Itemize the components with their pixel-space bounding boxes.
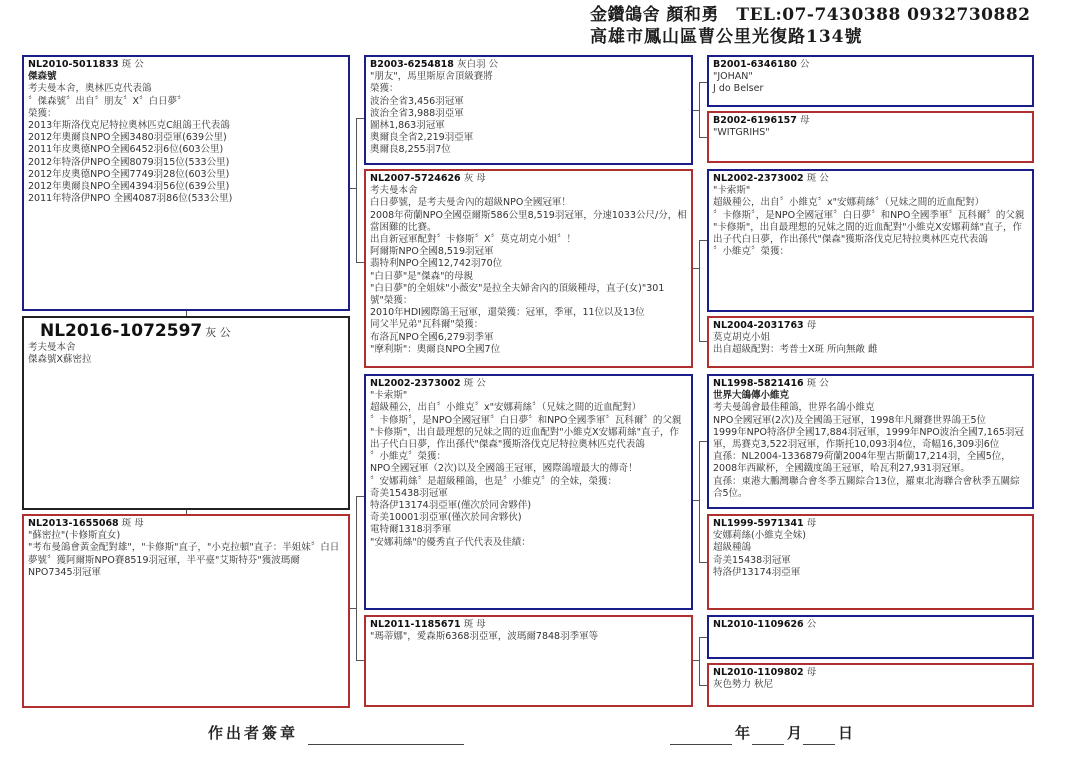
connector-line [699, 637, 707, 638]
signature-line[interactable] [308, 744, 464, 745]
note-line: 布洛瓦NPO全國6,279羽季軍 [370, 331, 494, 343]
ring-number: B2001-6346180 [713, 59, 797, 70]
great-grandparent-card [707, 514, 1034, 610]
note-line: 阿爾斯NPO全國8,519羽冠軍 [370, 246, 494, 258]
year-label: 年 [735, 724, 751, 742]
ring-number: NL1999-5971341 [713, 518, 804, 529]
great-grandparent-card [707, 374, 1034, 509]
connector-line [699, 82, 700, 138]
note-line: 波治全省3,456羽冠軍 [370, 95, 464, 107]
note-line: 〞小維克〞榮獲： [370, 451, 447, 463]
ring-number: NL2007-5724626 [370, 173, 461, 184]
note-line: 〞小維克〞榮獲： [713, 246, 790, 258]
ring-number: NL2013-1655068 [28, 518, 119, 529]
pedigree-notes [713, 185, 1028, 258]
color-sex: 灰白羽 公 [456, 59, 498, 70]
dam-card [22, 514, 350, 708]
subject-card [22, 316, 350, 510]
note-line: "瑪蒂娜"，愛森斯6368羽亞軍，波瑪爾7848羽季軍等 [370, 631, 599, 643]
connector-line [699, 441, 707, 442]
connector-line [186, 510, 187, 514]
connector-line [699, 562, 707, 563]
note-line: "卡修斯"，出自最理想的兄妹之間的近血配對"小維克X安娜莉絲"直子，作出子代白日夢，作出孫代"傑森"獲斯洛伐克尼特拉奧林匹克代表鴿 [370, 426, 679, 451]
pedigree-notes [370, 185, 687, 356]
connector-line [356, 660, 364, 661]
ring-number: NL2002-2373002 [713, 173, 804, 184]
note-line: 特洛伊13174羽亞軍(僅次於同舍夥伴) [370, 500, 532, 512]
grandsire-dam-card [364, 374, 693, 610]
great-grandparent-card [707, 111, 1034, 163]
connector-line [356, 496, 357, 661]
color-sex: 母 [806, 667, 817, 678]
pedigree-notes [713, 332, 1028, 356]
connector-line [699, 240, 700, 342]
note-line: 〞卡修斯〞，是NPO全國冠軍〞白日夢〞和NPO全國季軍〞瓦科爾〞的父親 [713, 209, 1025, 221]
note-line: "WITGRIHS" [713, 127, 770, 139]
connector-line [699, 341, 707, 342]
note-line: NPO全國冠軍（2次)以及全國鴿王冠軍，國際鴿壇最大的傳奇！ [370, 463, 638, 475]
note-line: 2012年奧爾良NPO全國3480羽亞軍(639公里) [28, 132, 227, 144]
color-sex: 灰 母 [463, 173, 486, 184]
connector-line [699, 637, 700, 686]
color-sex: 公 [799, 59, 810, 70]
great-grandparent-card [707, 663, 1034, 707]
pedigree-notes [28, 83, 344, 205]
breeder-address: 高雄市鳳山區曹公里光復路134號 [590, 27, 863, 47]
ring-number: NL2016-1072597 [40, 321, 203, 341]
great-grandparent-card [707, 615, 1034, 659]
note-line: 安娜莉絲(小維克全妹) [713, 530, 806, 542]
pedigree-notes [28, 342, 344, 366]
pedigree-notes [370, 631, 687, 643]
pedigree-notes [713, 402, 1028, 500]
note-line: 1999年NPO特洛伊全國17,884羽冠軍，1999年NPO波治全國7,165羽冠軍，馬賽克3,522羽冠軍，作斯托10,093羽4位，奇幅16,309羽6位 [713, 426, 1024, 451]
note-line: 考夫曼本舍，奧林匹克代表鴿 [28, 83, 152, 95]
ring-number: NL1998-5821416 [713, 378, 804, 389]
ring-number: NL2010-5011833 [28, 59, 119, 70]
note-line: 同父半兄弟"瓦科爾"榮獲： [370, 319, 484, 331]
ring-number: B2002-6196157 [713, 115, 797, 126]
note-line: "卡索斯" [370, 390, 408, 402]
note-line: "朋友"，馬里斯原舍頂級賽將 [370, 71, 493, 83]
color-sex: 母 [799, 115, 810, 126]
connector-line [699, 82, 707, 83]
pedigree-notes [713, 530, 1028, 579]
color-sex: 斑 公 [806, 378, 829, 389]
note-line: 出自超級配對：考普士X斑 所向無敵 雌 [713, 344, 878, 356]
note-line: 傑森號X蘇密拉 [28, 354, 92, 366]
pedigree-notes [713, 127, 1028, 139]
note-line: 榮獲： [370, 83, 399, 95]
note-line: "考布曼鴿會黃金配對雄"，"卡修斯"直子，"小克拉頓"直子：半姐妹〞白日夢號〞獲阿爾斯NPO賽8519羽冠軍，半平臺"艾斯特芬"獲波瑪爾NPO7345羽冠軍 [28, 542, 340, 578]
connector-line [699, 137, 707, 138]
note-line: 特洛伊13174羽亞軍 [713, 566, 801, 578]
ring-number: NL2011-1185671 [370, 619, 461, 630]
ring-number: NL2002-2373002 [370, 378, 461, 389]
ring-number: NL2010-1109802 [713, 667, 804, 678]
connector-line [699, 685, 707, 686]
color-sex: 斑 公 [463, 378, 486, 389]
pedigree-notes [28, 530, 344, 579]
pigeon-name: 傑森號 [28, 71, 57, 83]
note-line: "蘇密拉"(卡修斯直女) [28, 530, 121, 542]
note-line: 翡特利NPO全國12,742羽70位 [370, 258, 503, 270]
note-line: 考夫曼本舍 [370, 185, 418, 197]
pedigree-notes [370, 390, 687, 549]
grandsire-sire-card [364, 55, 693, 165]
note-line: 奇美15438羽冠軍 [370, 487, 448, 499]
connector-line [356, 496, 364, 497]
note-line: "卡索斯" [713, 185, 751, 197]
pedigree-notes [370, 71, 687, 156]
note-line: 〞傑森號〞出自〞朋友〞X〞白日夢〞 [28, 95, 187, 107]
color-sex: 公 [806, 619, 817, 630]
color-sex: 母 [806, 320, 817, 331]
breeder-name-phone: 金鑽鴿舍 顏和勇 TEL:07-7430388 0932730882 [590, 5, 1031, 25]
note-line: J do Belser [713, 83, 764, 95]
note-line: 出自新冠軍配對〞卡修斯〞X〞莫克胡克小姐〞！ [370, 234, 577, 246]
great-grandparent-card [707, 55, 1034, 107]
note-line: 波治全省3,988羽亞軍 [370, 107, 464, 119]
note-line: 2013年斯洛伐克尼特拉奧林匹克C組鴿王代表鴿 [28, 120, 230, 132]
connector-line [699, 240, 707, 241]
granddam-sire-card [364, 169, 693, 368]
note-line: 2011年特洛伊NPO 全國4087羽86位(533公里) [28, 193, 233, 205]
day-label: 日 [838, 724, 854, 742]
great-grandparent-card [707, 316, 1034, 368]
note-line: 莫克胡克小姐 [713, 332, 771, 344]
connector-line [356, 118, 357, 263]
note-line: "安娜莉絲"的優秀直子代代表及佳績： [370, 536, 531, 548]
note-line: 電特爾1318羽季軍 [370, 524, 452, 536]
note-line: "JOHAN" [713, 71, 753, 83]
note-line: 考夫曼本舍 [28, 342, 76, 353]
granddam-dam-card [364, 615, 693, 707]
signature-label: 作出者簽章 [208, 724, 299, 742]
color-sex: 斑 公 [121, 59, 144, 70]
note-line: 奇美10001羽亞軍(僅次於同舍夥伙) [370, 512, 522, 524]
note-line: 奧爾良8,255羽7位 [370, 144, 451, 156]
note-line: 奇美15438羽冠軍 [713, 554, 791, 566]
note-line: 超級種公，出自〞小維克〞x"安娜莉絲〞（兄妹之間的近血配對） [370, 402, 642, 414]
note-line: 超級種公，出自〞小維克〞x"安娜莉絲〞（兄妹之間的近血配對） [713, 197, 985, 209]
note-line: 〞安娜莉絲〞是超級種鴿，也是〞小維克〞的全妹，榮獲： [370, 475, 618, 487]
color-sex: 斑 公 [806, 173, 829, 184]
color-sex: 斑 母 [121, 518, 144, 529]
pigeon-name: 世界大鴿傳小維克 [713, 390, 790, 402]
ring-number: NL2010-1109626 [713, 619, 804, 630]
great-grandparent-card [707, 169, 1034, 312]
month-label: 月 [787, 724, 803, 742]
note-line: 2012年特洛伊NPO全國8079羽15位(533公里) [28, 156, 230, 168]
note-line: NPO全國冠軍(2次)及全國鴿王冠軍，1998年凡爾賽世界鴿王5位 [713, 414, 986, 426]
day-blank[interactable] [803, 744, 835, 745]
month-blank[interactable] [752, 744, 784, 745]
breeder-header [590, 4, 1070, 48]
note-line: 2012年皮奧德NPO全國7749羽28位(603公里) [28, 168, 230, 180]
connector-line [356, 118, 364, 119]
connector-line [186, 311, 187, 316]
color-sex: 母 [806, 518, 817, 529]
note-line: 圖林1,863羽冠軍 [370, 120, 445, 132]
ring-number: B2003-6254818 [370, 59, 454, 70]
note-line: "白日夢"的全姐妹"小薇安"是拉全夫婦舍內的頂級種母，直子(女)"301號"榮獲： [370, 282, 665, 307]
year-blank[interactable] [670, 744, 732, 745]
note-line: 奧爾良全省2,219羽亞軍 [370, 132, 474, 144]
note-line: "摩利斯"：奧爾良NPO全國7位 [370, 343, 501, 355]
note-line: 2010年HDI國際鴿王冠軍，還榮獲：冠軍，季軍，11位以及13位 [370, 307, 645, 319]
note-line: 榮獲： [28, 107, 57, 119]
note-line: "卡修斯"，出自最理想的兄妹之間的近血配對"小維克X安娜莉絲"直子，作出子代白日夢，作出孫代"傑森"獲斯洛伐克尼特拉奧林匹克代表鴿 [713, 221, 1022, 246]
note-line: 直孫：東港大鵬灣聯合會冬季五關綜合13位，羅東北海聯合會秋季五關綜合5位。 [713, 475, 1020, 499]
note-line: 灰色勢力 秋尼 [713, 679, 774, 691]
ring-number: NL2004-2031763 [713, 320, 804, 331]
color-sex: 斑 母 [463, 619, 486, 630]
note-line: "白日夢"是"傑森"的母親 [370, 270, 473, 282]
connector-line [356, 262, 364, 263]
pedigree-notes [713, 679, 1028, 691]
connector-line [699, 441, 700, 563]
note-line: 2011年皮奧德NPO全國6452羽6位(603公里) [28, 144, 224, 156]
note-line: 直孫：NL2004-1336879荷蘭2004年聖古斯蘭17,214羽，全國5位，2008年西歐杯，全國鐵度鴿王冠軍，哈瓦利27,931羽冠軍。 [713, 451, 1011, 475]
note-line: 白日夢號，是考夫曼舍內的超級NPO全國冠軍！ [370, 197, 571, 209]
pedigree-notes [713, 71, 1028, 95]
color-sex: 灰 公 [205, 326, 231, 339]
sire-card [22, 55, 350, 311]
note-line: 2008年荷蘭NPO全國亞爾斯586公里8,519羽冠軍，分速1033公尺/分，相當困難的比賽。 [370, 209, 687, 233]
note-line: 考夫曼鴿會最佳種鴿，世界名鴿小維克 [713, 402, 875, 414]
note-line: 〞卡修斯〞，是NPO全國冠軍〞白日夢〞和NPO全國季軍〞瓦科爾〞的父親 [370, 414, 682, 426]
note-line: 超級種鴿 [713, 542, 752, 554]
note-line: 2012年奧爾良NPO全國4394羽56位(639公里) [28, 181, 230, 193]
